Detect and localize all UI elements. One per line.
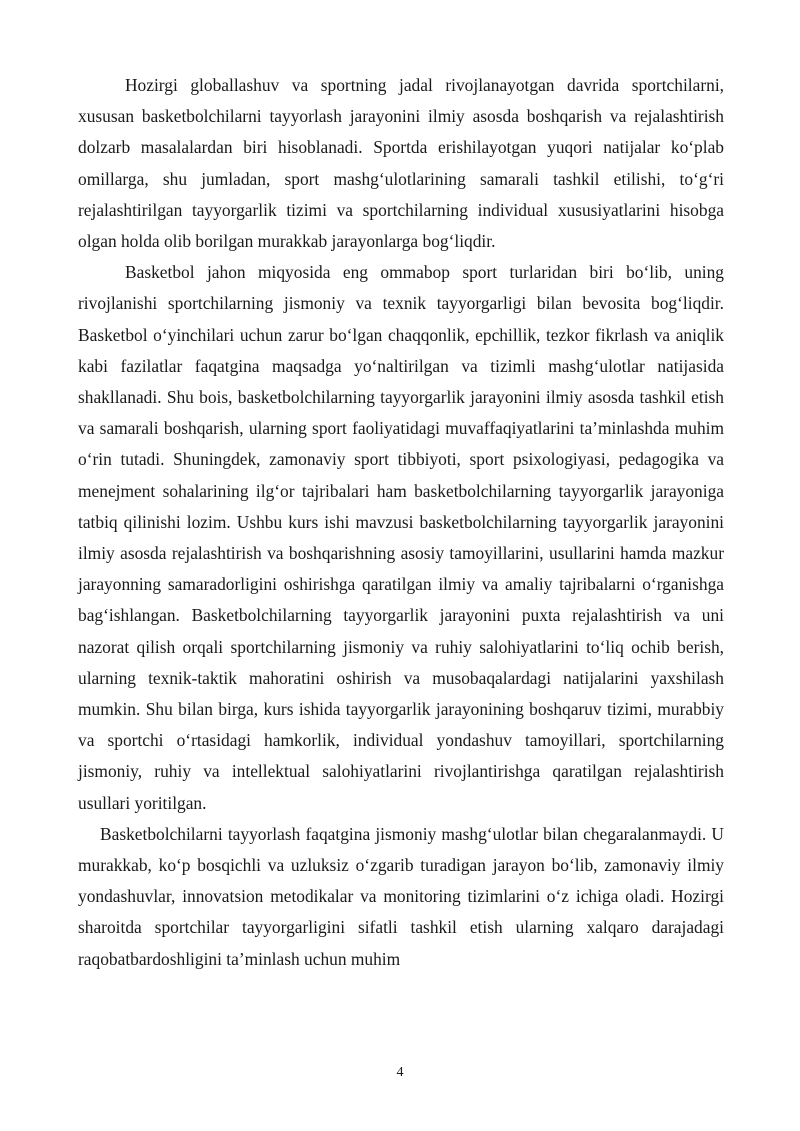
paragraph-intro: Hozirgi globallashuv va sportning jadal rivojlanayotgan davrida sportchilarni, xususan basketbolchilarni tayyorlash jarayonini ilmiy asosda boshqarish va rejalashtirish dolzarb masalalardan biri hisoblanadi. Sportda erishilayotgan yuqori natijalar ko‘plab omillarga, shu jumladan, sport mashg‘ulotlarining samarali tashkil etilishi, to‘g‘ri rejalashtirilgan tayyorgarlik tizimi va sportchilarning individual xususiyatlarini hisobga olgan holda olib borilgan murakkab jarayonlarga bog‘liqdir.	[78, 75, 724, 252]
paragraph-preparation: Basketbolchilarni tayyorlash faqatgina jismoniy mashg‘ulotlar bilan chegaralanmaydi. U murakkab, ko‘p bosqichli va uzluksiz o‘zgarib turadigan jarayon bo‘lib, zamonaviy ilmiy yondashuvlar, innovatsion metodikalar va monitoring tizimlarini o‘z ichiga oladi. Hozirgi sharoitda sportchilar tayyorgarligini sifatli tashkil etish ularning xalqaro darajadagi raqobatbardoshligini ta’minlash uchun muhim	[78, 823, 724, 969]
paragraph-basketball: Basketbol jahon miqyosida eng ommabop sport turlaridan biri bo‘lib, uning rivojlanishi sportchilarning jismoniy va texnik tayyorgarligi bilan bevosita bog‘liqdir. Basketbol o‘yinchilari uchun zarur bo‘lgan chaqqonlik, epchillik, tezkor fikrlash va aniqlik kabi fazilatlar faqatgina maqsadga yo‘naltirilgan va tizimli mashg‘ulotlar natijasida shakllanadi. Shu bois, basketbolchilarning tayyorgarlik jarayonini ilmiy asosda tashkil etish va samarali boshqarish, ularning sport faoliyatidagi muvaffaqiyatlarini ta’minlashda muhim o‘rin tutadi. Shuningdek, zamonaviy sport tibbiyoti, sport psixologiyasi, pedagogika va menejment sohalarining ilg‘or tajribalari ham basketbolchilarning tayyorgarlik jarayoniga tatbiq qilinishi lozim. Ushbu kurs ishi mavzusi basketbolchilarning tayyorgarlik jarayonini ilmiy asosda rejalashtirish va boshqarishning asosiy tamoyillarini, usullarini hamda mazkur jarayonning samaradorligini oshirishga qaratilgan ilmiy va amaliy tajribalarni o‘rganishga bag‘ishlangan. Basketbolchilarning tayyorgarlik jarayonini puxta rejalashtirish va uni nazorat qilish orqali sportchilarning jismoniy va ruhiy salohiyatlarini to‘liq ochib berish, ularning texnik-taktik mahoratini oshirish va musobaqalardagi natijalarini yaxshilash mumkin. Shu bilan birga, kurs ishida tayyorgarlik jarayonining boshqaruv tizimi, murabbiy va sportchi o‘rtasidagi hamkorlik, individual yondashuv tamoyillari, sportchilarning jismoniy, ruhiy va intellektual salohiyatlarini rivojlantirishga qaratilgan rejalashtirish usullari yoritilgan.	[78, 262, 724, 813]
document-page	[78, 70, 724, 975]
page-number: 4	[396, 1065, 404, 1080]
